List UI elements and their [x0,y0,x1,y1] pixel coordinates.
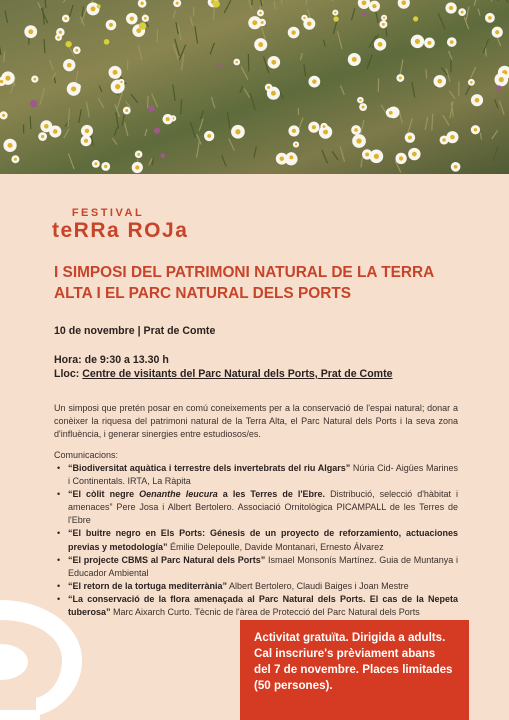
talk-title: “El projecte CBMS al Parc Natural dels Ports” [68,554,266,565]
decorative-shape [0,598,90,720]
talk-title-part: a les Terres de l'Ebre. [217,489,326,500]
location [54,368,393,380]
talk-authors: Marc Aixarch Curto. Tècnic de l'àrea de Protecció del Parc Natural dels Ports [110,607,420,618]
talk-authors: Albert Bertolero, Claudi Baiges i Joan Mestre [227,580,409,591]
list-item [54,462,458,488]
location-label: Lloc: [54,368,83,380]
talk-authors: Ismael Monsonís Martínez. Guia de Muntanya i Educador Ambiental [68,554,458,578]
wildflowers-image [0,0,509,174]
list-item [54,527,458,553]
logo-terra-roja-text: teRRa ROJa [52,219,189,242]
talk-title [68,489,325,499]
festival-logo [52,207,212,247]
page-title: I SIMPOSI DEL PATRIMONI NATURAL DE LA TERRA ALTA I EL PARC NATURAL DELS PORTS [54,264,434,302]
talk-title: “La conservació de la flora amenaçada al Parc Natural dels Ports. El cas de la Nepeta tuberosa” [68,593,458,618]
talk-authors: Distribució, selecció d'hàbitat i amenaces” Pere Josa i Albert Bertolero. Associació Ornitològica PICAMPALL de les Terres de l'Ebre [68,489,459,526]
list-item [54,488,458,527]
talk-authors: Núria Cid- Aigües Marines i Continentals. IRTA, La Ràpita [68,463,458,487]
location-link[interactable]: Centre de visitants del Parc Natural dels Ports, Prat de Comte [82,368,393,380]
talk-title: “Biodiversitat aquàtica i terrestre dels invertebrats del riu Algars” [68,463,351,473]
list-item [54,580,458,593]
comunicacions-list [54,462,458,619]
free-activity-notice: Activitat gratuïta. Dirigida a adults. Cal inscriure's prèviament abans del 7 de novembre. Places limitades (50 persones). [240,620,469,720]
hours: Hora: de 9:30 a 13.30 h [54,354,169,366]
logo-festival-text: FESTIVAL [71,207,145,219]
talk-title-part: “El còlit negre [68,489,140,500]
list-item [54,554,458,580]
talk-title-species: Oenanthe leucura [139,489,218,500]
date-place: 10 de novembre | Prat de Comte [54,325,216,337]
list-item [54,593,458,619]
talk-authors: Émilie Delepoulle, Davide Montanari, Ernesto Álvarez [167,541,384,552]
talk-title: “El retorn de la tortuga mediterrània” [68,580,228,591]
description: Un simposi que pretén posar en comú coneixements per a la conservació de l'espai natural; donar a conèixer la riquesa del patrimoni natural de la Terra Alta, el Parc Natural dels Ports i la seva zona d'influència, i generar sinergies entre estudiosos/es. [54,403,458,439]
talk-title: “El buitre negro en Els Ports: Génesis de un proyecto de reforzamiento, actuaciones previas y metodología” [68,528,458,552]
comunicacions-heading: Comunicacions: [54,450,119,460]
header-flower-photo [0,0,509,174]
